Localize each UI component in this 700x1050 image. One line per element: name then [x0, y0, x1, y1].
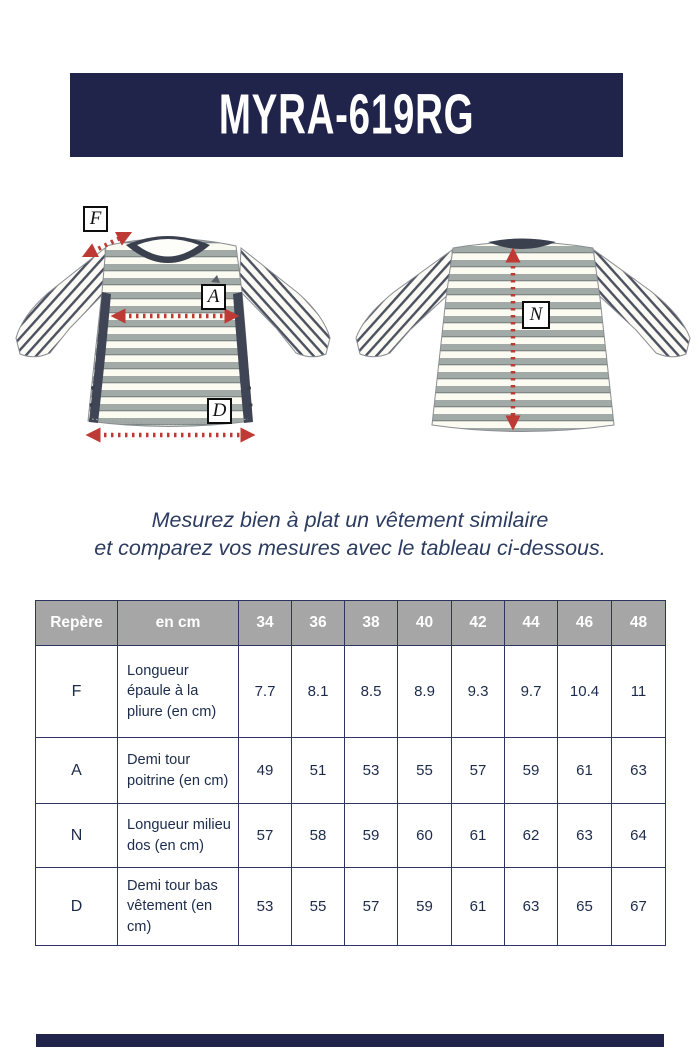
column-header-en-cm: en cm: [118, 601, 239, 646]
column-header-48: 48: [612, 601, 666, 646]
back-body: [432, 242, 614, 432]
measure-marker-d: [207, 398, 232, 424]
column-header-36: 36: [292, 601, 345, 646]
instruction-line-1: Mesurez bien à plat un vêtement similaire: [151, 508, 549, 532]
measure-value: 8.5: [345, 646, 398, 738]
measure-value: 7.7: [239, 646, 292, 738]
measure-value: 61: [452, 804, 505, 868]
column-header-46: 46: [558, 601, 612, 646]
measure-marker-n: [522, 301, 550, 329]
measure-code: F: [36, 646, 118, 738]
measure-value: 62: [505, 804, 558, 868]
table-row-f: [36, 646, 666, 738]
measure-value: 55: [398, 738, 452, 804]
measure-label: Longueur milieu dos (en cm): [118, 804, 239, 868]
measure-value: 57: [452, 738, 505, 804]
measure-value: 57: [345, 868, 398, 946]
measure-value: 55: [292, 868, 345, 946]
measure-label: Longueur épaule à la pliure (en cm): [118, 646, 239, 738]
marker-letter: N: [529, 304, 543, 325]
garment-front-illustration: [8, 218, 338, 458]
size-table-head: [36, 601, 666, 646]
product-title-banner: [70, 73, 623, 157]
table-row-d: [36, 868, 666, 946]
measure-value: 9.7: [505, 646, 558, 738]
size-table-body: [36, 646, 666, 946]
measure-value: 59: [398, 868, 452, 946]
measure-value: 63: [612, 738, 666, 804]
measure-value: 57: [239, 804, 292, 868]
front-left-sleeve: [16, 248, 107, 357]
measure-label: Demi tour bas vêtement (en cm): [118, 868, 239, 946]
measure-value: 9.3: [452, 646, 505, 738]
measure-value: 53: [239, 868, 292, 946]
measure-value: 61: [452, 868, 505, 946]
measure-value: 58: [292, 804, 345, 868]
measure-value: 49: [239, 738, 292, 804]
front-right-sleeve: [239, 248, 330, 357]
measure-value: 65: [558, 868, 612, 946]
measure-value: 53: [345, 738, 398, 804]
measure-value: 67: [612, 868, 666, 946]
measure-marker-a: [201, 284, 226, 310]
table-row-a: [36, 738, 666, 804]
measure-value: 51: [292, 738, 345, 804]
measure-value: 8.9: [398, 646, 452, 738]
measure-value: 11: [612, 646, 666, 738]
table-row-n: [36, 804, 666, 868]
measure-value: 63: [558, 804, 612, 868]
measure-code: D: [36, 868, 118, 946]
measuring-instruction: [0, 506, 700, 563]
marker-letter: A: [207, 286, 220, 307]
measure-marker-f: [83, 206, 108, 232]
footer-stripe: [36, 1034, 664, 1047]
column-header-repere: Repère: [36, 601, 118, 646]
measure-value: 64: [612, 804, 666, 868]
measure-value: 59: [505, 738, 558, 804]
measure-value: 10.4: [558, 646, 612, 738]
measure-code: A: [36, 738, 118, 804]
measure-label: Demi tour poitrine (en cm): [118, 738, 239, 804]
product-title: MYRA-619RG: [218, 83, 475, 147]
instruction-line-2: et comparez vos mesures avec le tableau ci-dessous.: [94, 536, 606, 561]
measure-value: 63: [505, 868, 558, 946]
column-header-40: 40: [398, 601, 452, 646]
column-header-44: 44: [505, 601, 558, 646]
size-table: [35, 600, 666, 946]
column-header-42: 42: [452, 601, 505, 646]
measure-code: N: [36, 804, 118, 868]
measure-value: 59: [345, 804, 398, 868]
size-table-container: [35, 600, 665, 946]
measure-value: 8.1: [292, 646, 345, 738]
garment-back-illustration: [350, 228, 695, 443]
back-right-sleeve: [593, 250, 690, 357]
column-header-38: 38: [345, 601, 398, 646]
marker-letter: D: [212, 400, 227, 421]
measure-value: 60: [398, 804, 452, 868]
measure-value: 61: [558, 738, 612, 804]
marker-letter: F: [89, 208, 102, 229]
column-header-34: 34: [239, 601, 292, 646]
back-left-sleeve: [356, 250, 453, 357]
